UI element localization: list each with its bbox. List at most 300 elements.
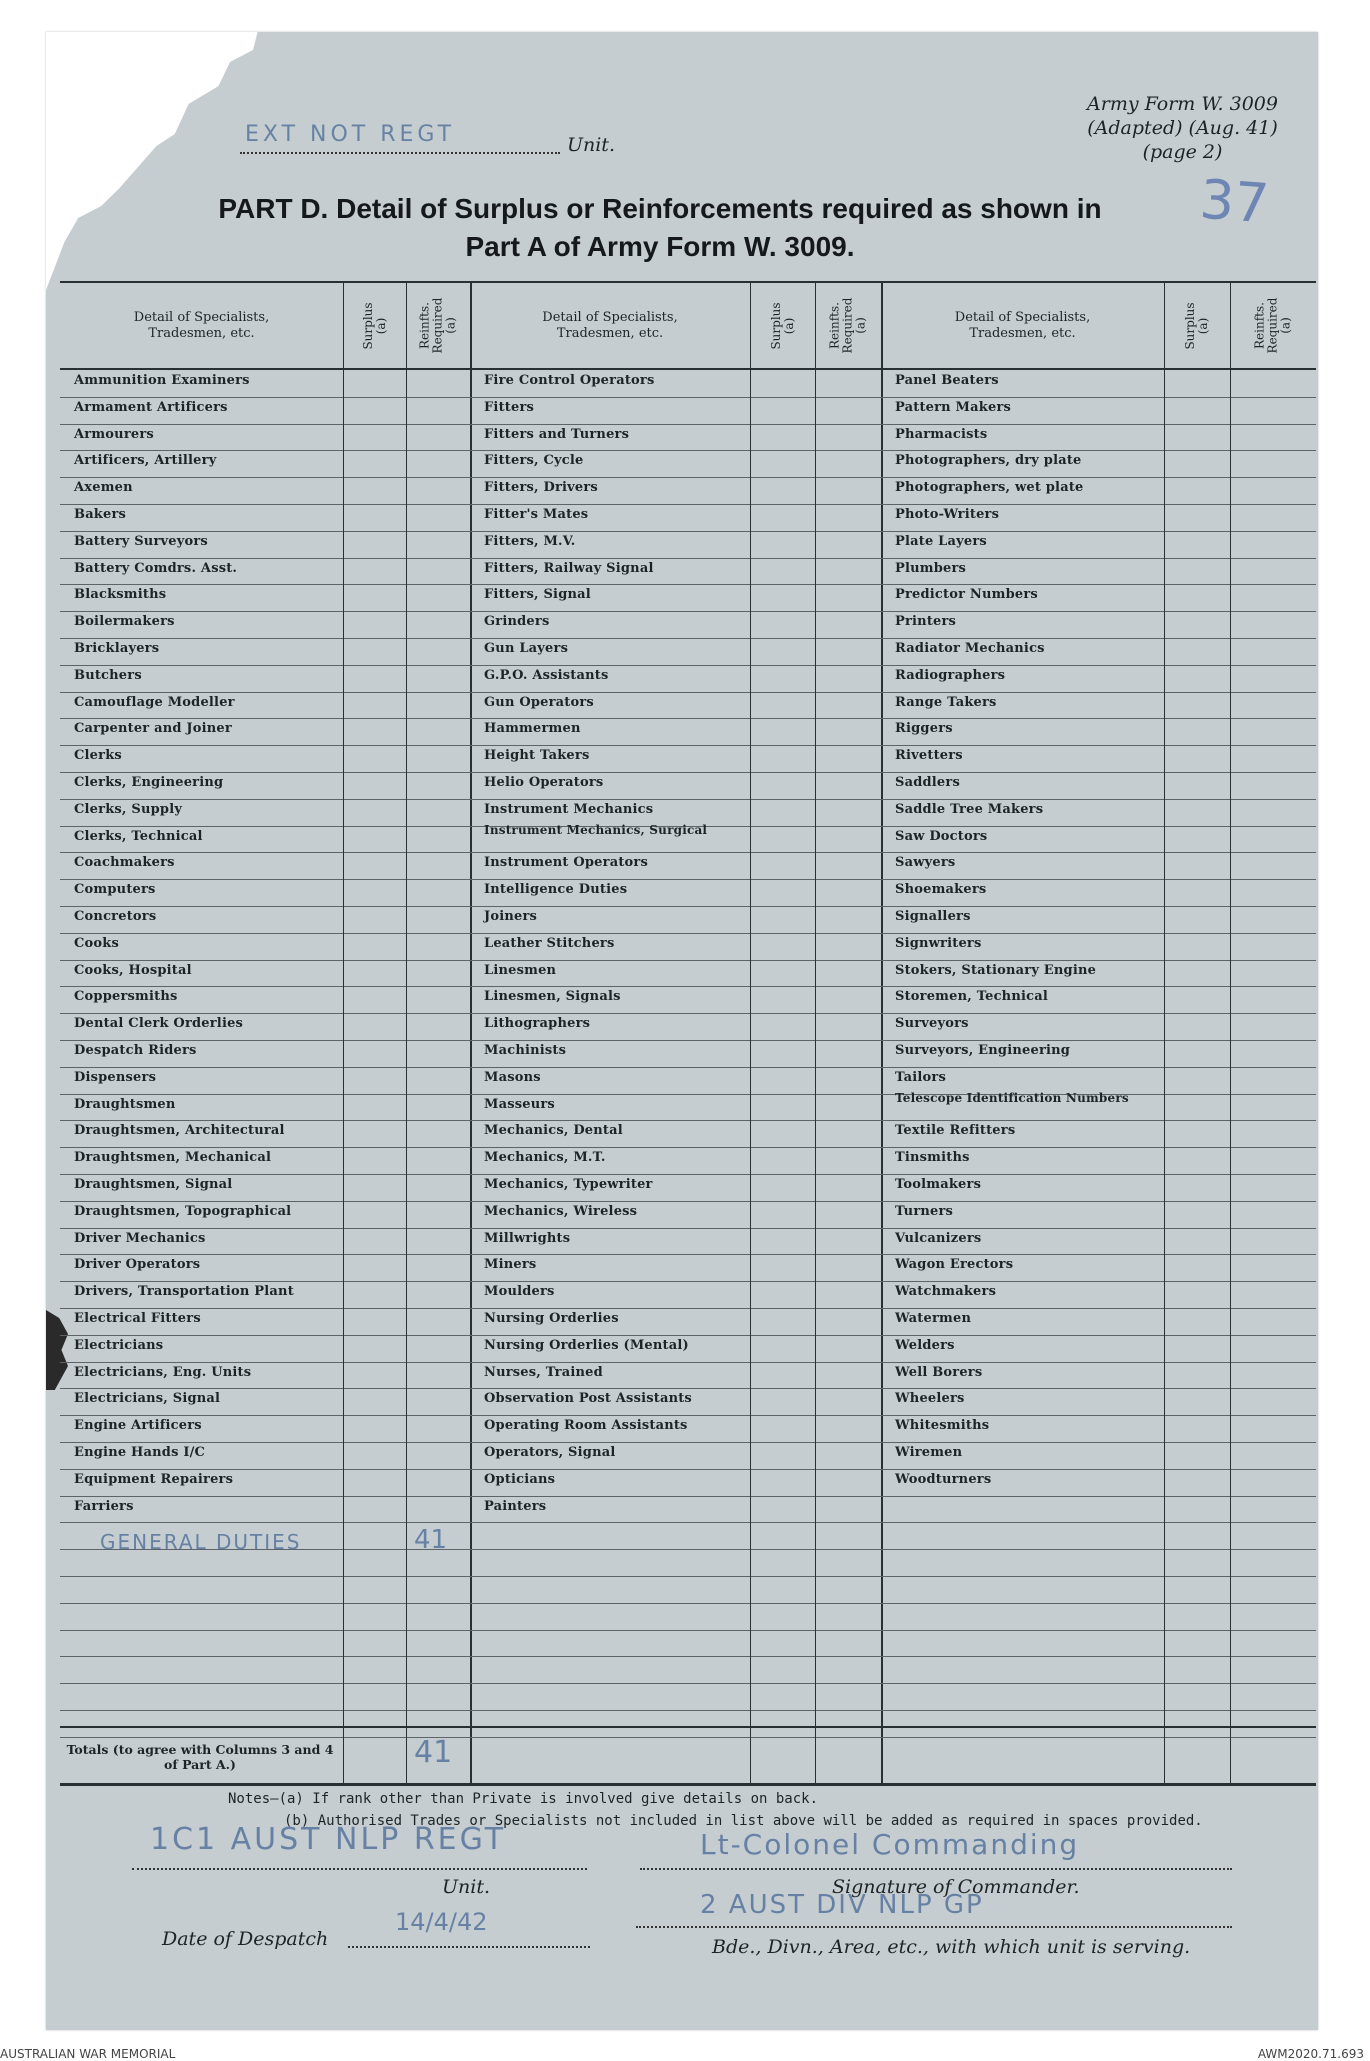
table-row[interactable]: [470, 1522, 881, 1550]
table-row[interactable]: [60, 1683, 470, 1711]
trade-name: Machinists: [484, 1043, 567, 1058]
trade-name: Camouflage Modeller: [74, 694, 235, 710]
trade-name: Nursing Orderlies (Mental): [484, 1337, 689, 1353]
trade-name: Electricians, Eng. Units: [74, 1364, 252, 1380]
table-row[interactable]: [881, 826, 1316, 854]
trade-name: Blacksmiths: [74, 587, 167, 603]
table-row[interactable]: [60, 1362, 470, 1390]
trade-name: Ammunition Examiners: [74, 373, 250, 388]
table-row[interactable]: [881, 906, 1316, 934]
table-row[interactable]: [881, 1656, 1316, 1684]
unit-handwritten: EXT NOT REGT: [245, 122, 456, 147]
table-row[interactable]: [60, 558, 470, 586]
table-block-1: [60, 283, 470, 1783]
table-row[interactable]: [881, 1120, 1316, 1148]
table-row[interactable]: [60, 986, 470, 1014]
table-row[interactable]: [470, 531, 881, 559]
table-row[interactable]: [60, 611, 470, 639]
table-row[interactable]: [881, 1442, 1316, 1470]
table-row[interactable]: [470, 718, 881, 746]
table-row[interactable]: [881, 584, 1316, 612]
table-row[interactable]: [470, 822, 881, 854]
table-row[interactable]: [881, 1388, 1316, 1416]
table-row[interactable]: [60, 1603, 470, 1631]
table-row[interactable]: [881, 531, 1316, 559]
table-row[interactable]: [881, 986, 1316, 1014]
trade-name: Electricians: [74, 1337, 164, 1353]
trade-name: Coachmakers: [74, 855, 175, 871]
trade-name: Fitters, Signal: [484, 587, 591, 603]
table-row[interactable]: [60, 1013, 470, 1041]
trade-name: Dispensers: [74, 1069, 157, 1085]
table-row[interactable]: [881, 665, 1316, 693]
table-row[interactable]: [881, 611, 1316, 639]
table-row[interactable]: [881, 772, 1316, 800]
trade-name: Telescope Identification Numbers: [895, 1090, 1129, 1105]
trade-name: Opticians: [484, 1471, 556, 1487]
trade-name: Well Borers: [895, 1364, 983, 1380]
trade-name: Bakers: [74, 507, 127, 522]
trade-name: Clerks: [74, 748, 122, 764]
table-row[interactable]: [470, 1469, 881, 1497]
trade-name: Fitters, Drivers: [484, 480, 598, 496]
table-row[interactable]: [881, 1469, 1316, 1497]
trade-name: Mechanics, M.T.: [484, 1150, 606, 1166]
table-row[interactable]: [60, 933, 470, 961]
trade-name: Clerks, Supply: [74, 801, 183, 817]
table-row[interactable]: [470, 504, 881, 532]
table-row[interactable]: [470, 584, 881, 612]
trade-name: Clerks, Technical: [74, 828, 203, 844]
trade-name: Tailors: [895, 1069, 946, 1085]
table-row[interactable]: [60, 1147, 470, 1175]
table-row[interactable]: [881, 397, 1316, 425]
trade-name: Textile Refitters: [895, 1123, 1016, 1139]
trade-name: Nursing Orderlies: [484, 1311, 619, 1326]
trade-name: Linesmen, Signals: [484, 989, 621, 1005]
table-row[interactable]: [470, 1656, 881, 1684]
trade-name: Whitesmiths: [895, 1418, 990, 1434]
trade-name: Pattern Makers: [895, 399, 1012, 415]
trade-name: Toolmakers: [895, 1177, 982, 1192]
table-row[interactable]: [470, 1201, 881, 1229]
table-row[interactable]: [60, 1201, 470, 1229]
trade-name: Mechanics, Dental: [484, 1123, 623, 1139]
header-surplus: Surplus (a): [768, 301, 796, 350]
bde-value: 2 AUST DIV NLP GP: [700, 1890, 984, 1920]
table-row[interactable]: [470, 906, 881, 934]
header-surplus: Surplus (a): [1183, 301, 1210, 350]
table-row[interactable]: [881, 477, 1316, 505]
table-row[interactable]: [60, 370, 470, 398]
column-divider: [406, 283, 407, 1783]
table-row[interactable]: [60, 826, 470, 854]
trade-name: Surveyors: [895, 1016, 969, 1032]
table-row[interactable]: [470, 638, 881, 666]
despatch-value: 14/4/42: [395, 1908, 488, 1936]
trade-name: Radiator Mechanics: [895, 641, 1045, 656]
trade-name: Cooks: [74, 935, 120, 951]
trade-name: Boilermakers: [74, 614, 175, 630]
trade-name: Wheelers: [895, 1391, 965, 1407]
table-row[interactable]: [470, 1576, 881, 1604]
table-row[interactable]: [881, 1090, 1316, 1122]
trade-name: Nurses, Trained: [484, 1364, 603, 1380]
table-row[interactable]: [881, 1228, 1316, 1256]
trade-name: Panel Beaters: [895, 373, 999, 388]
trade-name: Dental Clerk Orderlies: [74, 1016, 244, 1032]
unit-label: Unit.: [566, 134, 615, 156]
trade-name: Draughtsmen: [74, 1096, 176, 1112]
header-detail: Detail of Specialists, Tradesmen, etc.: [954, 309, 1091, 341]
table-row[interactable]: [470, 1040, 881, 1068]
trade-name: Tinsmiths: [895, 1150, 970, 1166]
table-row[interactable]: [60, 1335, 470, 1363]
trade-name: G.P.O. Assistants: [484, 667, 609, 683]
trade-name: Armourers: [74, 426, 154, 442]
table-row[interactable]: [881, 1201, 1316, 1229]
handwritten-general-duties: GENERAL DUTIES: [100, 1530, 302, 1554]
table-row[interactable]: [881, 558, 1316, 586]
trade-name: Stokers, Stationary Engine: [895, 962, 1097, 978]
table-row[interactable]: [881, 1603, 1316, 1631]
table-row[interactable]: [881, 1174, 1316, 1202]
trade-name: Bricklayers: [74, 641, 160, 656]
table-row[interactable]: [470, 879, 881, 907]
table-row[interactable]: [60, 1120, 470, 1148]
table-row[interactable]: [881, 370, 1316, 398]
notes: Notes—(a) If rank other than Private is involved give details on back. (b) Authorised Trades or Specialists not included in list above will be added as required in spaces provided.: [228, 1791, 1203, 1829]
trade-name: Cooks, Hospital: [74, 962, 192, 978]
trade-name: Draughtsmen, Architectural: [74, 1123, 285, 1139]
trade-name: Driver Operators: [74, 1257, 201, 1273]
table-row[interactable]: [60, 879, 470, 907]
unit-value: 1C1 AUST NLP REGT: [150, 1822, 507, 1857]
trade-name: Observation Post Assistants: [484, 1391, 692, 1407]
table-row[interactable]: [881, 852, 1316, 880]
table-row[interactable]: [60, 1388, 470, 1416]
table-row[interactable]: [60, 799, 470, 827]
table-row[interactable]: [881, 1254, 1316, 1282]
table-row[interactable]: [60, 852, 470, 880]
trade-name: Predictor Numbers: [895, 587, 1038, 603]
table-row[interactable]: [60, 584, 470, 612]
table-row[interactable]: [470, 1442, 881, 1470]
trade-name: Battery Comdrs. Asst.: [74, 560, 238, 576]
table-row[interactable]: [881, 1147, 1316, 1175]
table-row[interactable]: [881, 745, 1316, 773]
table-row[interactable]: [470, 397, 881, 425]
trade-name: Despatch Riders: [74, 1043, 197, 1058]
table-row[interactable]: [470, 558, 881, 586]
totals-label: Totals (to agree with Columns 3 and 4 of Part A.): [66, 1742, 334, 1772]
trade-name: Joiners: [484, 909, 538, 924]
trade-name: Operators, Signal: [484, 1445, 616, 1460]
table-row[interactable]: [60, 960, 470, 988]
table-row[interactable]: [60, 718, 470, 746]
commander-caption: Signature of Commander.: [832, 1876, 1080, 1898]
table-row[interactable]: [881, 638, 1316, 666]
table-row[interactable]: [470, 1254, 881, 1282]
trade-name: Vulcanizers: [895, 1230, 982, 1246]
table-block-2: [470, 283, 881, 1783]
trade-name: Painters: [484, 1498, 547, 1514]
trade-name: Masons: [484, 1069, 541, 1085]
trade-name: Watermen: [895, 1311, 972, 1326]
table-row[interactable]: [470, 665, 881, 693]
table-row[interactable]: [60, 1442, 470, 1470]
bde-field[interactable]: [636, 1926, 1232, 1928]
table-row[interactable]: [60, 424, 470, 452]
trade-name: Millwrights: [484, 1230, 571, 1246]
totals-row[interactable]: [60, 1726, 470, 1785]
trade-name: Electrical Fitters: [74, 1311, 201, 1326]
table-row[interactable]: [60, 1576, 470, 1604]
table-row[interactable]: [881, 504, 1316, 532]
table-row[interactable]: [881, 692, 1316, 720]
despatch-field[interactable]: [348, 1946, 590, 1948]
trade-name: Grinders: [484, 614, 550, 630]
trade-name: Helio Operators: [484, 775, 604, 790]
table-row[interactable]: [881, 1281, 1316, 1309]
trade-name: Saddle Tree Makers: [895, 801, 1044, 817]
unit-caption: Unit.: [442, 1876, 491, 1898]
table-row[interactable]: [60, 906, 470, 934]
trade-name: Wiremen: [895, 1445, 963, 1460]
trade-name: Turners: [895, 1203, 954, 1219]
despatch-caption: Date of Despatch: [162, 1928, 329, 1950]
table-row[interactable]: [470, 1362, 881, 1390]
header-detail: Detail of Specialists, Tradesmen, etc.: [542, 309, 678, 341]
trade-name: Masseurs: [484, 1096, 555, 1112]
table-row[interactable]: [881, 1630, 1316, 1658]
table-row[interactable]: [60, 638, 470, 666]
trade-name: Wagon Erectors: [895, 1257, 1014, 1273]
trade-name: Drivers, Transportation Plant: [74, 1284, 294, 1300]
header-surplus: Surplus (a): [360, 301, 388, 350]
trade-name: Mechanics, Wireless: [484, 1203, 638, 1219]
table-row[interactable]: [470, 852, 881, 880]
table-row[interactable]: [60, 450, 470, 478]
table-row[interactable]: [881, 1013, 1316, 1041]
commander-value: Lt-Colonel Commanding: [700, 1828, 1080, 1861]
table-row[interactable]: [60, 1174, 470, 1202]
header-reinfts: Reinfts. Required (a): [1252, 297, 1293, 354]
footer-left: AUSTRALIAN WAR MEMORIAL: [0, 2047, 176, 2061]
table-row[interactable]: [470, 692, 881, 720]
table-row[interactable]: [881, 1496, 1316, 1524]
trade-name: Fitters: [484, 399, 535, 415]
table-row[interactable]: [470, 1335, 881, 1363]
trade-name: Instrument Mechanics: [484, 801, 654, 817]
table-row[interactable]: [470, 1388, 881, 1416]
table-row[interactable]: [470, 1415, 881, 1443]
trade-name: Printers: [895, 614, 957, 630]
table-row[interactable]: [470, 1120, 881, 1148]
trade-name: Draughtsmen, Topographical: [74, 1203, 292, 1219]
trade-name: Computers: [74, 882, 156, 898]
trade-name: Saw Doctors: [895, 828, 988, 844]
trade-name: Plumbers: [895, 560, 967, 576]
trade-name: Artificers, Artillery: [74, 453, 217, 469]
table-row[interactable]: [60, 1630, 470, 1658]
table-row[interactable]: [470, 1603, 881, 1631]
totals-row[interactable]: [881, 1726, 1316, 1785]
table-row[interactable]: [881, 933, 1316, 961]
table-row[interactable]: [470, 933, 881, 961]
table-row[interactable]: [60, 1281, 470, 1309]
table-row[interactable]: [470, 1630, 881, 1658]
trade-name: Coppersmiths: [74, 989, 178, 1005]
header-reinfts: Reinfts. Required (a): [417, 297, 458, 354]
table-row[interactable]: [60, 1656, 470, 1684]
table-row[interactable]: [881, 450, 1316, 478]
table-row[interactable]: [60, 1067, 470, 1095]
trade-name: Surveyors, Engineering: [895, 1043, 1071, 1058]
table-row[interactable]: [881, 1576, 1316, 1604]
trade-name: Fitters and Turners: [484, 426, 630, 442]
trade-name: Saddlers: [895, 775, 960, 790]
table-row[interactable]: [881, 960, 1316, 988]
form-identifier: Army Form W. 3009 (Adapted) (Aug. 41) (page 2): [1087, 93, 1278, 163]
trade-name: Leather Stitchers: [484, 935, 615, 951]
trade-name: Signallers: [895, 909, 971, 924]
table-row[interactable]: [60, 397, 470, 425]
trade-name: Moulders: [484, 1284, 555, 1300]
table-row[interactable]: [470, 1308, 881, 1336]
trade-name: Rivetters: [895, 748, 963, 764]
column-divider: [1230, 283, 1231, 1783]
trade-name: Farriers: [74, 1498, 134, 1514]
trade-name: Photographers, wet plate: [895, 480, 1084, 496]
table-row[interactable]: [60, 772, 470, 800]
table-row[interactable]: [60, 665, 470, 693]
header-detail: Detail of Specialists, Tradesmen, etc.: [133, 309, 270, 341]
trade-name: Fire Control Operators: [484, 373, 655, 388]
table-row[interactable]: [470, 1094, 881, 1122]
trade-name: Woodturners: [895, 1471, 992, 1487]
trade-name: Pharmacists: [895, 426, 988, 442]
table-row[interactable]: [470, 1281, 881, 1309]
table-row[interactable]: [60, 1094, 470, 1122]
trade-name: Storemen, Technical: [895, 989, 1049, 1005]
column-divider: [750, 283, 751, 1783]
trade-name: Draughtsmen, Signal: [74, 1177, 233, 1192]
unit-field[interactable]: [132, 1868, 587, 1870]
commander-field[interactable]: [640, 1868, 1232, 1870]
table-row[interactable]: [60, 692, 470, 720]
table-row[interactable]: [470, 1013, 881, 1041]
table-row[interactable]: [60, 1308, 470, 1336]
table-row[interactable]: [881, 718, 1316, 746]
trade-name: Instrument Mechanics, Surgical: [484, 822, 708, 837]
table-row[interactable]: [470, 986, 881, 1014]
table-row[interactable]: [60, 1496, 470, 1524]
trade-name: Clerks, Engineering: [74, 775, 224, 790]
table-row[interactable]: [470, 960, 881, 988]
table-row[interactable]: [470, 772, 881, 800]
trade-name: Fitters, Railway Signal: [484, 560, 654, 576]
table-row[interactable]: [881, 1335, 1316, 1363]
table-header: [470, 283, 881, 370]
handwritten-reinfts: 41: [414, 1525, 448, 1555]
trade-name: Fitters, M.V.: [484, 533, 576, 549]
header-reinfts: Reinfts. Required (a): [827, 297, 868, 354]
trade-name: Operating Room Assistants: [484, 1418, 688, 1434]
trade-name: Shoemakers: [895, 882, 987, 898]
table-header: [881, 283, 1316, 370]
trade-name: Equipment Repairers: [74, 1471, 234, 1487]
table-row[interactable]: [881, 1683, 1316, 1711]
trade-name: Hammermen: [484, 721, 581, 737]
table-row[interactable]: [60, 1228, 470, 1256]
table-row[interactable]: [470, 477, 881, 505]
column-divider: [815, 283, 816, 1783]
trade-name: Fitters, Cycle: [484, 453, 584, 469]
table-row[interactable]: [470, 1549, 881, 1577]
table-row[interactable]: [60, 1469, 470, 1497]
trade-name: Armament Artificers: [74, 399, 228, 415]
table-row[interactable]: [881, 1549, 1316, 1577]
table-row[interactable]: [60, 1254, 470, 1282]
trade-name: Driver Mechanics: [74, 1230, 206, 1246]
page-title: PART D. Detail of Surplus or Reinforcements required as shown in Part A of Army Form W. 3009.: [218, 193, 1102, 262]
table-row[interactable]: [881, 1040, 1316, 1068]
specialists-table: [60, 281, 1316, 1786]
table-row[interactable]: [470, 424, 881, 452]
trade-name: Gun Operators: [484, 694, 594, 710]
table-row[interactable]: [881, 799, 1316, 827]
trade-name: Lithographers: [484, 1016, 591, 1032]
column-divider: [1164, 283, 1165, 1783]
table-row[interactable]: [470, 1228, 881, 1256]
page-number-handwritten: 37: [1197, 167, 1271, 236]
table-row[interactable]: [60, 1040, 470, 1068]
table-row[interactable]: [60, 504, 470, 532]
trade-name: Plate Layers: [895, 533, 987, 549]
table-row[interactable]: [470, 1496, 881, 1524]
trade-name: Instrument Operators: [484, 855, 648, 871]
trade-name: Photo-Writers: [895, 507, 1000, 522]
table-row[interactable]: [881, 1522, 1316, 1550]
trade-name: Draughtsmen, Mechanical: [74, 1150, 272, 1166]
table-row[interactable]: [60, 477, 470, 505]
table-row[interactable]: [470, 611, 881, 639]
table-row[interactable]: [881, 1362, 1316, 1390]
bde-caption: Bde., Divn., Area, etc., with which unit is serving.: [712, 1936, 1191, 1958]
footer-right: AWM2020.71.693: [1257, 2047, 1364, 2061]
totals-row[interactable]: [470, 1726, 881, 1785]
table-row[interactable]: [470, 1683, 881, 1711]
trade-name: Photographers, dry plate: [895, 453, 1082, 469]
table-row[interactable]: [881, 424, 1316, 452]
table-row[interactable]: [470, 1067, 881, 1095]
table-row[interactable]: [881, 1415, 1316, 1443]
table-row[interactable]: [470, 1147, 881, 1175]
table-row[interactable]: [60, 745, 470, 773]
table-row[interactable]: [470, 370, 881, 398]
table-row[interactable]: [470, 745, 881, 773]
table-row[interactable]: [881, 1308, 1316, 1336]
trade-name: Carpenter and Joiner: [74, 721, 232, 737]
table-row[interactable]: [60, 1415, 470, 1443]
trade-name: Radiographers: [895, 667, 1006, 683]
table-row[interactable]: [60, 531, 470, 559]
trade-name: Butchers: [74, 667, 142, 683]
table-row[interactable]: [470, 1174, 881, 1202]
table-row[interactable]: [881, 879, 1316, 907]
table-row[interactable]: [470, 450, 881, 478]
